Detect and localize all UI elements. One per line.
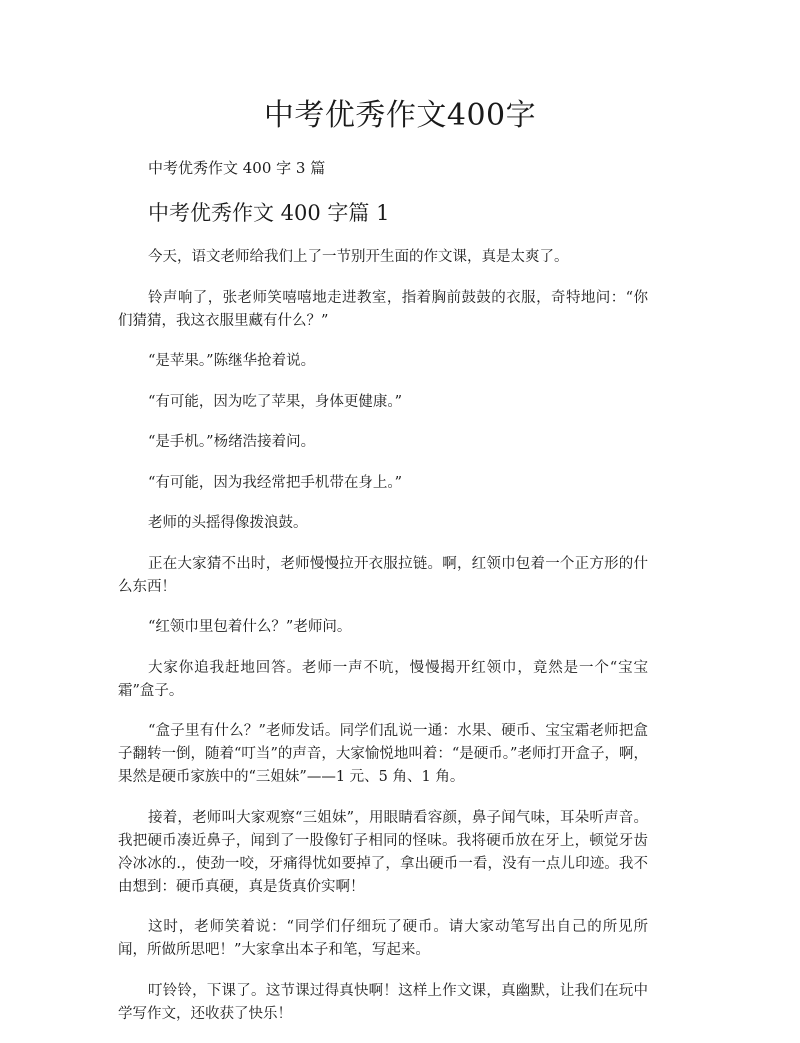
paragraph: 这时，老师笑着说：“同学们仔细玩了硬币。请大家动笔写出自己的所见所闻，所做所思吧！”大家拿出本子和笔，写起来。 bbox=[118, 919, 648, 958]
paragraph: 铃声响了，张老师笑嘻嘻地走进教室，指着胸前鼓鼓的衣服，奇特地问：“你们猜猜，我这衣服里藏有什么？” bbox=[118, 289, 648, 329]
document-title: 中考优秀作文400字 bbox=[263, 98, 537, 133]
document-subtitle: 中考优秀作文 400 字 3 篇 bbox=[148, 159, 326, 177]
paragraph: 大家你追我赶地回答。老师一声不吭，慢慢揭开红领巾，竟然是一个“宝宝霜”盒子。 bbox=[118, 659, 648, 699]
paragraph: “有可能，因为我经常把手机带在身上。” bbox=[148, 474, 403, 491]
paragraph: 正在大家猜不出时，老师慢慢拉开衣服拉链。啊，红领巾包着一个正方形的什么东西！ bbox=[118, 555, 648, 595]
paragraph: “有可能，因为吃了苹果，身体更健康。” bbox=[148, 393, 403, 410]
paragraph: 今天，语文老师给我们上了一节别开生面的作文课，真是太爽了。 bbox=[148, 249, 569, 265]
paragraph: “盒子里有什么？”老师发话。同学们乱说一通：水果、硬币、宝宝霜老师把盒子翻转一倒，随着“叮当”的声音，大家愉悦地叫着：“是硬币。”老师打开盒子，啊，果然是硬币家族中的“三姐妹”——1 元、5 角、1 角。 bbox=[118, 723, 648, 785]
paragraph: 老师的头摇得像拨浪鼓。 bbox=[148, 515, 308, 531]
paragraph: “红领巾里包着什么？”老师问。 bbox=[148, 619, 352, 635]
paragraph: 接着，老师叫大家观察“三姐妹”，用眼睛看容颜，鼻子闻气味，耳朵听声音。我把硬币凑近鼻子，闻到了一股像钉子相同的怪味。我将硬币放在牙上，顿觉牙齿冷冰冰的.，使劲一咬，牙痛得忧如要掉了，拿出硬币一看，没有一点儿印迹。我不由想到：硬币真硬，真是货真价实啊！ bbox=[118, 809, 648, 895]
paragraph: 叮铃铃，下课了。这节课过得真快啊！这样上作文课，真幽默，让我们在玩中学写作文，还收获了快乐！ bbox=[118, 982, 648, 1022]
section-heading: 中考优秀作文 400 字篇 1 bbox=[148, 201, 390, 225]
paragraph: “是苹果。”陈继华抢着说。 bbox=[148, 353, 316, 369]
paragraph: “是手机。”杨绪浩接着问。 bbox=[148, 434, 316, 450]
essay-body bbox=[118, 246, 648, 1043]
